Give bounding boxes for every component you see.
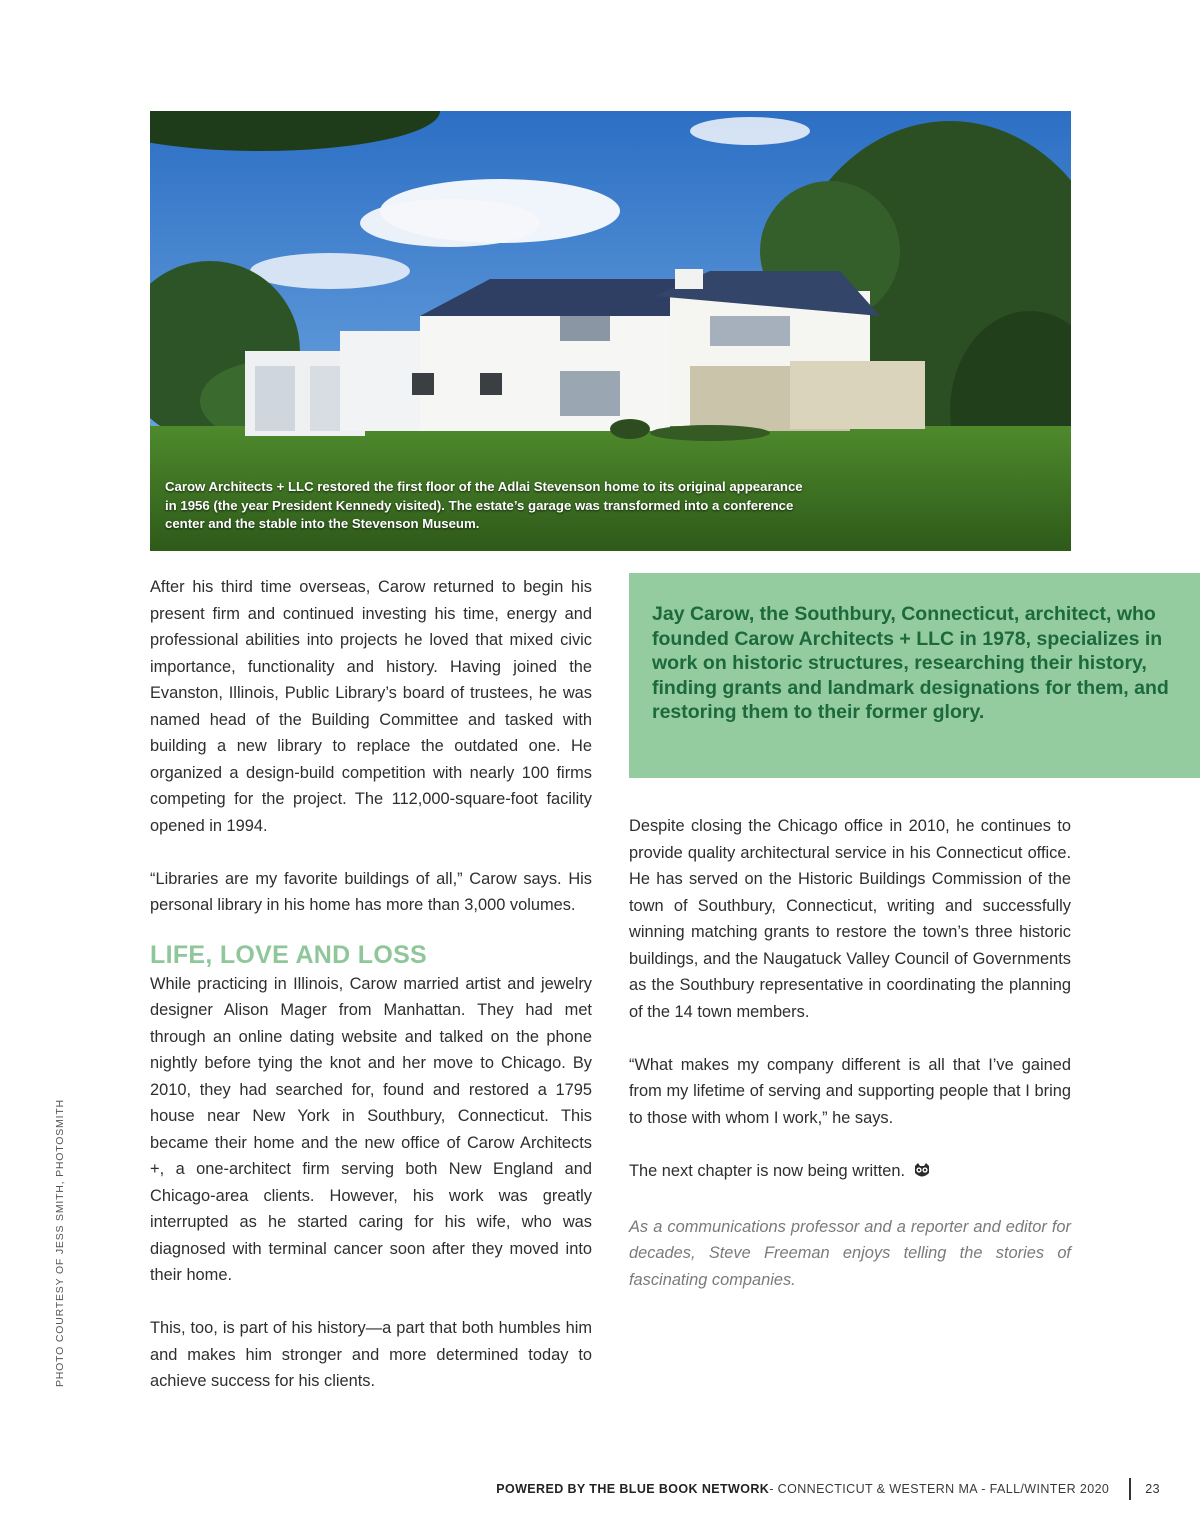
closing-text: The next chapter is now being written. [629, 1161, 906, 1180]
photo-credit: PHOTO COURTESY OF JESS SMITH, PHOTOSMITH [54, 1099, 66, 1387]
footer-divider [1129, 1478, 1131, 1500]
owl-icon [913, 1161, 931, 1188]
page-footer [400, 1479, 1160, 1499]
body-paragraph: This, too, is part of his history—a part that both humbles him and makes him stronger and more determined today to achieve success for his clients. [150, 1319, 592, 1390]
right-column [629, 813, 1071, 1293]
footer-brand: POWERED BY THE BLUE BOOK NETWORK [496, 1482, 770, 1496]
house-photo [150, 111, 1071, 551]
left-column [150, 574, 592, 1395]
body-paragraph: While practicing in Illinois, Carow married artist and jewelry designer Alison Mager from Manhattan. They had met through an online dating website and talked on the phone nightly before tying the knot and her move to Chicago. By 2010, they had searched for, found and restored a 1795 house near New York in Southbury, Connecticut. This became their home and the new office of Carow Architects +, a one-architect firm serving both New England and Chicago-area clients. However, his work was greatly interrupted as he started caring for his wife, who was diagnosed with terminal cancer soon after they moved into their home. [150, 974, 592, 1284]
photo-caption: Carow Architects + LLC restored the first floor of the Adlai Stevenson home to its original appearance in 1956 (the year President Kennedy visited). The estate’s garage was transformed into a conference center and the stable into the Stevenson Museum. [165, 479, 803, 532]
closing-line [629, 1158, 1071, 1188]
pullquote-text: Jay Carow, the Southbury, Connecticut, architect, who founded Carow Architects + LLC in 1978, specializes in work on historic structures, researching their history, finding grants and landmark designations for them, and restoring them to their former glory. [652, 603, 1169, 723]
pullquote-box [629, 573, 1200, 778]
body-paragraph: “What makes my company different is all that I’ve gained from my lifetime of serving and supporting people that I bring to those with whom I work,” he says. [629, 1055, 1071, 1127]
page-number: 23 [1145, 1482, 1160, 1496]
author-note: As a communications professor and a reporter and editor for decades, Steve Freeman enjoys telling the stories of fascinating companies. [629, 1217, 1071, 1289]
section-heading: LIFE, LOVE AND LOSS [150, 940, 428, 969]
footer-edition: - CONNECTICUT & WESTERN MA - FALL/WINTER 2020 [769, 1482, 1110, 1496]
body-paragraph: After his third time overseas, Carow returned to begin his present firm and continued investing his time, energy and professional abilities into projects he loved that mixed civic importance, functionality and history. Having joined the Evanston, Illinois, Public Library’s board of trustees, he was named head of the Building Committee and tasked with building a new library to replace the outdated one. He organized a design-build competition with nearly 100 firms competing for the project. The 112,000-square-foot facility opened in 1994. [150, 578, 592, 835]
body-paragraph: Despite closing the Chicago office in 2010, he continues to provide quality architectural service in his Connecticut office. He has served on the Historic Buildings Commission of the town of Southbury, Connecticut, writing and successfully winning matching grants to restore the town’s three historic buildings, and the Naugatuck Valley Council of Governments as the Southbury representative in coordinating the planning of the 14 town members. [629, 817, 1071, 1021]
body-paragraph: “Libraries are my favorite buildings of all,” Carow says. His personal library in his home has more than 3,000 volumes. [150, 869, 592, 914]
